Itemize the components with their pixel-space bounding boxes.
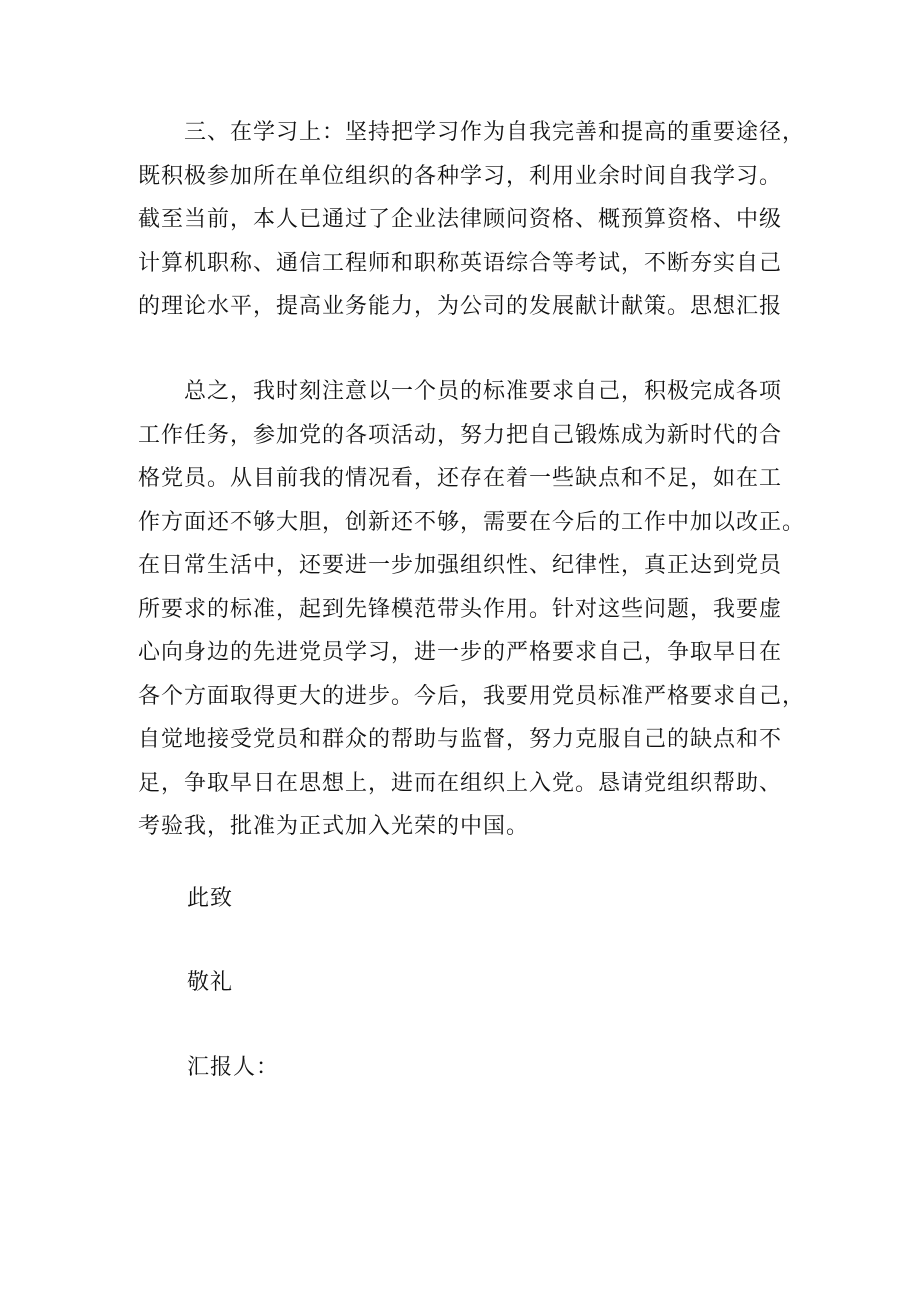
closing-greeting: 此致 [187, 886, 234, 911]
text-line: 截至当前，本人已通过了企业法律顾问资格、概预算资格、中级 [138, 207, 783, 232]
paragraph-study [138, 111, 806, 329]
text-line: 自觉地接受党员和群众的帮助与监督，努力克服自己的缺点和不 [138, 727, 783, 752]
text-line: 格党员。从目前我的情况看，还存在着一些缺点和不足，如在工 [138, 466, 783, 491]
text-line: 考验我，批准为正式加入光荣的中国。 [138, 814, 530, 839]
text-line: 既积极参加所在单位组织的各种学习，利用业余时间自我学习。 [138, 163, 783, 189]
text-line: 总之，我时刻注意以一个员的标准要求自己，积极完成各项 [138, 379, 783, 404]
reporter-label: 汇报人： [187, 1055, 280, 1080]
text-line: 足，争取早日在思想上，进而在组织上入党。恳请党组织帮助、 [138, 770, 783, 796]
paragraph-summary [138, 370, 806, 849]
text-line: 三、在学习上：坚持把学习作为自我完善和提高的重要途径， [138, 120, 806, 145]
text-line: 工作任务，参加党的各项活动，努力把自己锻炼成为新时代的合 [138, 422, 783, 448]
text-line: 作方面还不够大胆，创新还不够，需要在今后的工作中加以改正。 [138, 509, 806, 535]
closing-salute: 敬礼 [187, 970, 234, 995]
text-line: 的理论水平，提高业务能力，为公司的发展献计献策。思想汇报 [138, 294, 783, 319]
text-line: 各个方面取得更大的进步。今后，我要用党员标准严格要求自己， [138, 683, 806, 709]
text-line: 计算机职称、通信工程师和职称英语综合等考试，不断夯实自己 [138, 250, 783, 276]
text-line: 所要求的标准，起到先锋模范带头作用。针对这些问题，我要虚 [138, 596, 783, 622]
text-line: 在日常生活中，还要进一步加强组织性、纪律性，真正达到党员 [138, 553, 783, 578]
text-line: 心向身边的先进党员学习，进一步的严格要求自己，争取早日在 [138, 640, 783, 665]
